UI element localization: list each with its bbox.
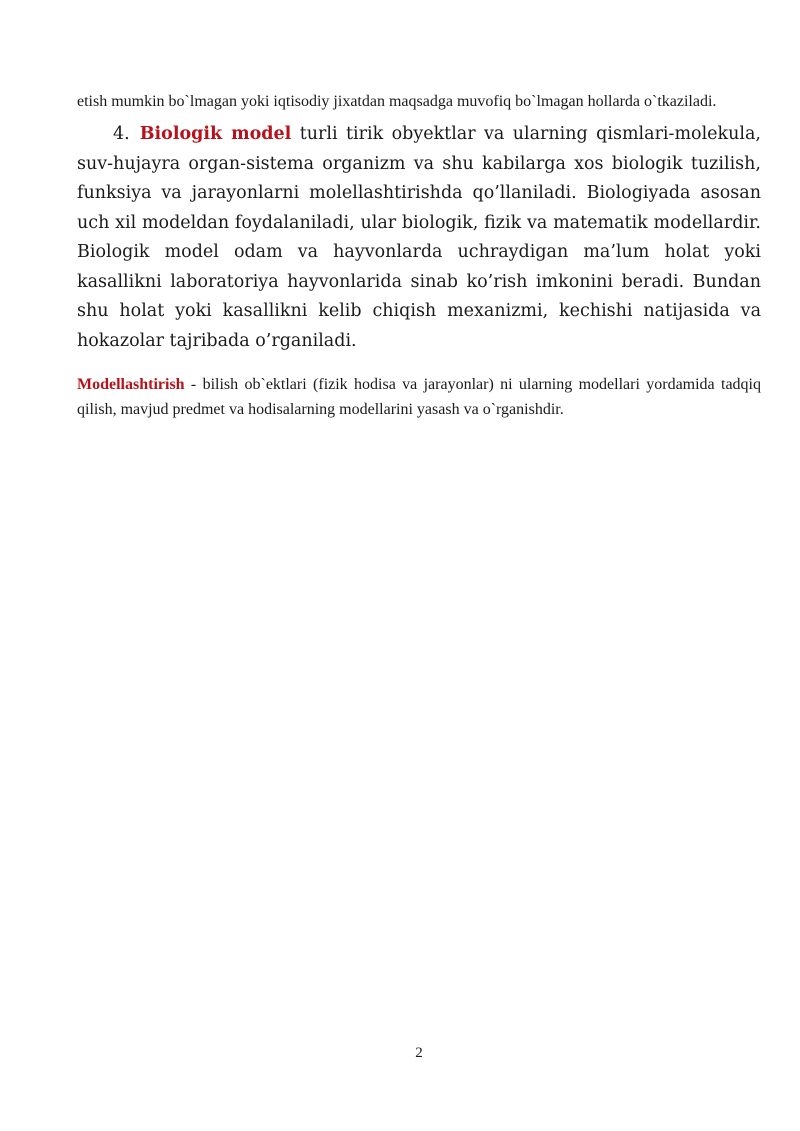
modellashtirish-text: - bilish ob`ektlari (fizik hodisa va jarayonlar) ni ularning modellari yordamida tadqiq qilish, mavjud predmet va hodisalarning modellarini yasash va o`rganishdir. bbox=[77, 376, 761, 418]
biologik-model-text: turli tirik obyektlar va ularning qismlari-molekula, suv-hujayra organ-sistema organizm va shu kabilarga xos biologik tuzilish, funksiya va jarayonlarni molellashtirishda qo’llaniladi. Biologiyada asosan uch xil modeldan foydalaniladi, ular biologik, fizik va matematik modellardir. Biologik model odam va hayvonlarda uchraydigan ma’lum holat yoki kasallikni laboratoriya hayvonlarida sinab ko’rish imkonini beradi. Bundan shu holat yoki kasallikni kelib chiqish mexanizmi, kechishi natijasida va hokazolar tajribada o’rganiladi. bbox=[77, 124, 761, 351]
page-number: 2 bbox=[415, 1045, 423, 1061]
document-page bbox=[77, 90, 761, 422]
item-number: 4. bbox=[113, 124, 130, 144]
modellashtirish-definition bbox=[77, 372, 761, 422]
biologik-model-term: Biologik model bbox=[139, 124, 292, 144]
biologik-model-paragraph bbox=[77, 120, 761, 356]
continuation-paragraph: etish mumkin bo`lmagan yoki iqtisodiy jixatdan maqsadga muvofiq bo`lmagan hollarda o`tkaziladi. bbox=[77, 93, 717, 110]
modellashtirish-term: Modellashtirish bbox=[77, 376, 185, 393]
